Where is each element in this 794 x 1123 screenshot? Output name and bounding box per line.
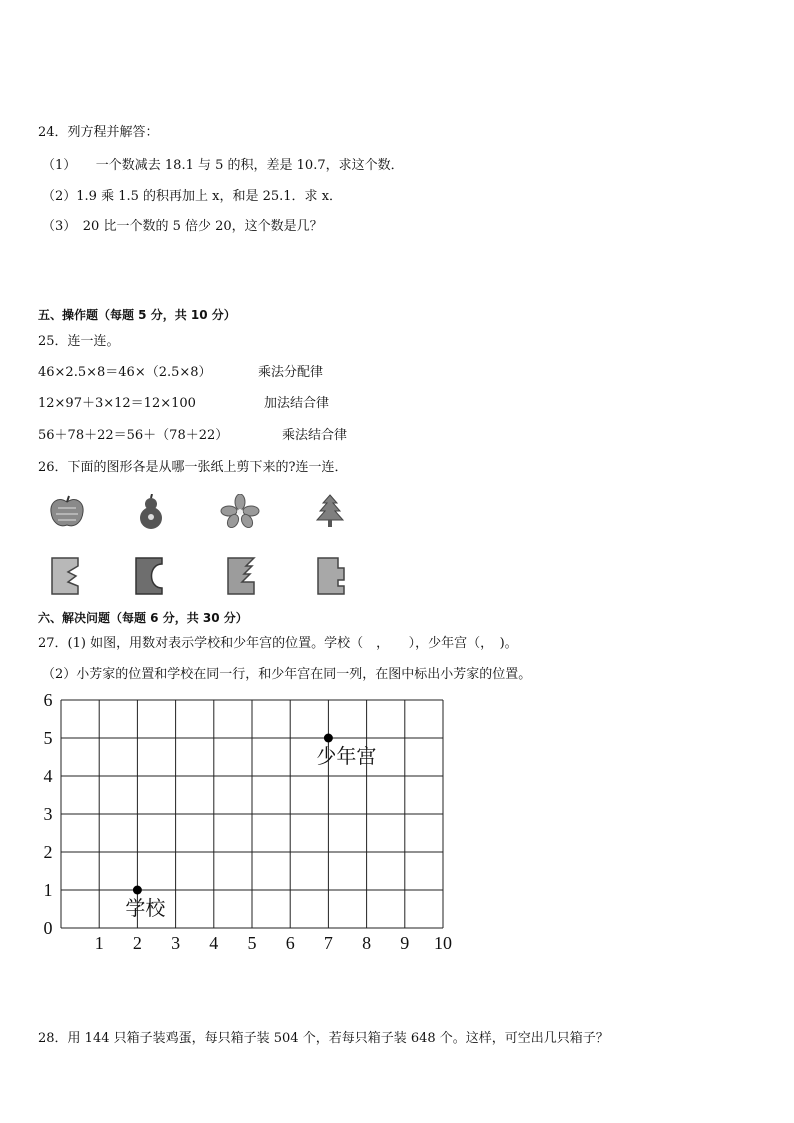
x-tick-label: 7 — [323, 933, 333, 953]
q24-part1: （1） 一个数减去 18.1 与 5 的积，差是 10.7，求这个数． — [42, 158, 404, 173]
q25-expr-1: 46×2.5×8＝46×（2.5×8） — [38, 365, 212, 380]
q25-law-2: 加法结合律 — [264, 396, 330, 411]
point-1 — [133, 886, 142, 895]
section5-title: 五、操作题（每题 5 分，共 10 分） — [38, 308, 236, 322]
x-tick-label: 1 — [94, 933, 104, 953]
x-tick-label: 4 — [209, 933, 219, 953]
q24-title: 24．列方程并解答： — [38, 125, 159, 140]
q26-title: 26．下面的图形各是从哪一张纸上剪下来的?连一连． — [38, 460, 348, 475]
y-tick-label: 4 — [43, 766, 53, 786]
q25-title: 25．连一连。 — [38, 334, 120, 349]
y-tick-label: 5 — [43, 728, 53, 748]
x-tick-label: 9 — [400, 933, 410, 953]
y-tick-label: 2 — [43, 842, 53, 862]
x-tick-label: 5 — [247, 933, 257, 953]
x-tick-label: 10 — [434, 933, 452, 953]
section6-title: 六、解决问题（每题 6 分，共 30 分） — [38, 611, 248, 625]
y-tick-label: 6 — [43, 690, 53, 710]
q24-part2: （2）1.9 乘 1.5 的积再加上 x，和是 25.1．求 x． — [42, 189, 343, 204]
x-tick-label: 2 — [132, 933, 142, 953]
point-label-2: 少年宫 — [316, 744, 377, 768]
x-tick-label: 8 — [362, 933, 372, 953]
q25-expr-3: 56＋78＋22＝56＋（78＋22） — [38, 428, 229, 443]
point-label-1: 学校 — [125, 896, 166, 920]
point-2 — [324, 734, 333, 743]
y-tick-label: 0 — [43, 918, 53, 938]
q25-law-1: 乘法分配律 — [258, 365, 324, 380]
q27-part1: 27．(1) 如图，用数对表示学校和少年宫的位置。学校（ ， ），少年宫（， )。 — [38, 636, 518, 651]
y-tick-label: 1 — [43, 880, 53, 900]
x-tick-label: 6 — [285, 933, 295, 953]
q25-law-3: 乘法结合律 — [282, 428, 348, 443]
y-tick-label: 3 — [43, 804, 53, 824]
q28-text: 28．用 144 只箱子装鸡蛋，每只箱子装 504 个，若每只箱子装 648 个。这样，可空出几只箱子？ — [38, 1031, 609, 1046]
q24-part3: （3） 20 比一个数的 5 倍少 20，这个数是几？ — [42, 219, 323, 234]
q27-part2: （2）小芳家的位置和学校在同一行，和少年宫在同一列，在图中标出小芳家的位置。 — [42, 667, 532, 682]
x-tick-label: 3 — [171, 933, 181, 953]
q25-expr-2: 12×97＋3×12＝12×100 — [38, 396, 196, 411]
